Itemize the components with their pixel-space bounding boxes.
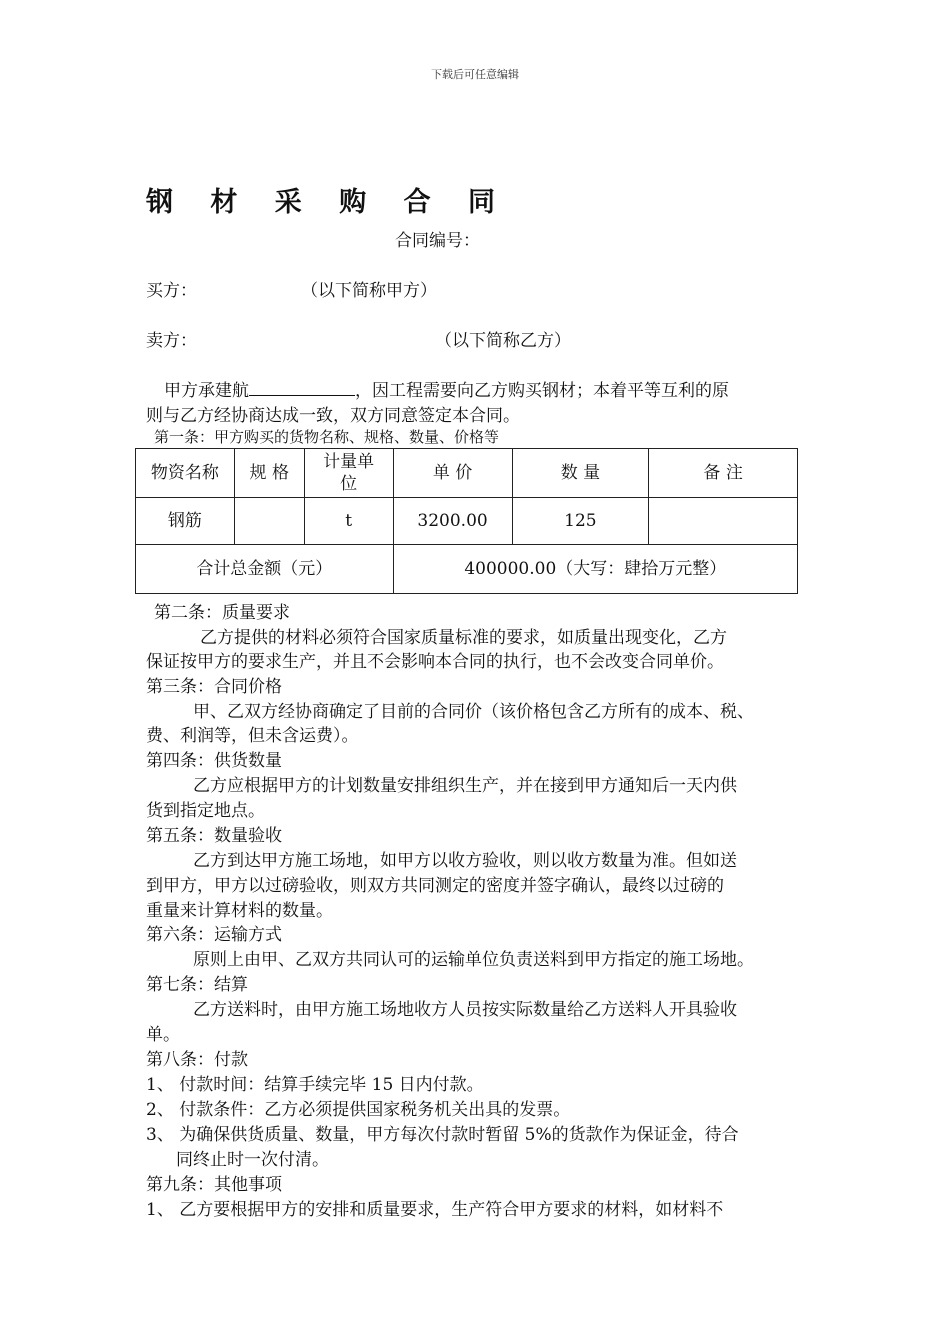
project-blank [249,381,355,396]
body-line: 原则上由甲、乙双方共同认可的运输单位负责送料到甲方指定的施工场地。 [193,950,754,970]
goods-table [135,448,798,594]
article-5-heading: 第五条：数量验收 [146,826,282,846]
table-cell: 125 [512,498,649,545]
total-label: 合计总金额（元） [136,545,394,594]
header-cell: 规 格 [234,449,304,498]
table-header-row [136,449,798,498]
article-1-heading: 第一条：甲方购买的货物名称、规格、数量、价格等 [154,428,500,446]
header-cell: 单 价 [393,449,512,498]
body-line: 乙方提供的材料必须符合国家质量标准的要求，如质量出现变化，乙方 [200,628,727,648]
table-cell [234,498,304,545]
list-item: 2、 付款条件：乙方必须提供国家税务机关出具的发票。 [146,1100,571,1120]
body-line: 乙方送料时，由甲方施工场地收方人员按实际数量给乙方送料人开具验收 [193,1000,737,1020]
intro-line-2: 则与乙方经协商达成一致，双方同意签定本合同。 [146,406,520,426]
body-line: 单。 [146,1025,180,1045]
article-9-heading: 第九条：其他事项 [146,1175,282,1195]
table-cell: 3200.00 [393,498,512,545]
body-line: 到甲方，甲方以过磅验收，则双方共同测定的密度并签字确认，最终以过磅的 [146,876,724,896]
article-3-heading: 第三条：合同价格 [146,677,282,697]
buyer-note: （以下简称甲方） [301,281,437,301]
header-note: 下载后可任意编辑 [431,68,519,81]
article-2-heading: 第二条：质量要求 [154,603,290,623]
header-cell: 备 注 [649,449,798,498]
list-item: 3、 为确保供货质量、数量，甲方每次付款时暂留 5%的货款作为保证金，待合 [146,1125,739,1145]
list-item: 1、 付款时间：结算手续完毕 15 日内付款。 [146,1075,484,1095]
header-cell: 物资名称 [136,449,235,498]
table-cell [649,498,798,545]
list-item: 1、 乙方要根据甲方的安排和质量要求，生产符合甲方要求的材料，如材料不 [146,1200,724,1220]
body-line: 乙方到达甲方施工场地，如甲方以收方验收，则以收方数量为准。但如送 [193,851,737,871]
article-6-heading: 第六条：运输方式 [146,925,282,945]
unit-header-text: 计量单位 [323,452,375,494]
intro-text-a: 甲方承建航 [164,381,249,401]
list-item-continuation: 同终止时一次付清。 [176,1150,329,1170]
table-cell: 钢筋 [136,498,235,545]
body-line: 费、利润等，但未含运费）。 [146,726,359,746]
intro-text-b: ，因工程需要向乙方购买钢材；本着平等互利的原 [355,381,729,401]
header-cell [304,449,393,498]
intro-line-1 [164,376,729,401]
header-cell: 数 量 [512,449,649,498]
body-line: 保证按甲方的要求生产，并且不会影响本合同的执行，也不会改变合同单价。 [146,652,724,672]
document-title: 钢 材 采 购 合 同 [146,187,509,218]
article-8-heading: 第八条：付款 [146,1050,248,1070]
article-4-heading: 第四条：供货数量 [146,751,282,771]
total-value: 400000.00（大写：肆拾万元整） [393,545,797,594]
buyer-label: 买方： [146,281,197,301]
body-line: 乙方应根据甲方的计划数量安排组织生产，并在接到甲方通知后一天内供 [193,776,737,796]
seller-label: 卖方： [146,331,197,351]
body-line: 甲、乙双方经协商确定了目前的合同价（该价格包含乙方所有的成本、税、 [193,702,754,722]
contract-number-label: 合同编号： [395,231,480,251]
table-row [136,498,798,545]
table-total-row [136,545,798,594]
article-7-heading: 第七条：结算 [146,975,248,995]
seller-note: （以下简称乙方） [435,331,571,351]
table-cell: t [304,498,393,545]
body-line: 货到指定地点。 [146,801,265,821]
body-line: 重量来计算材料的数量。 [146,901,333,921]
